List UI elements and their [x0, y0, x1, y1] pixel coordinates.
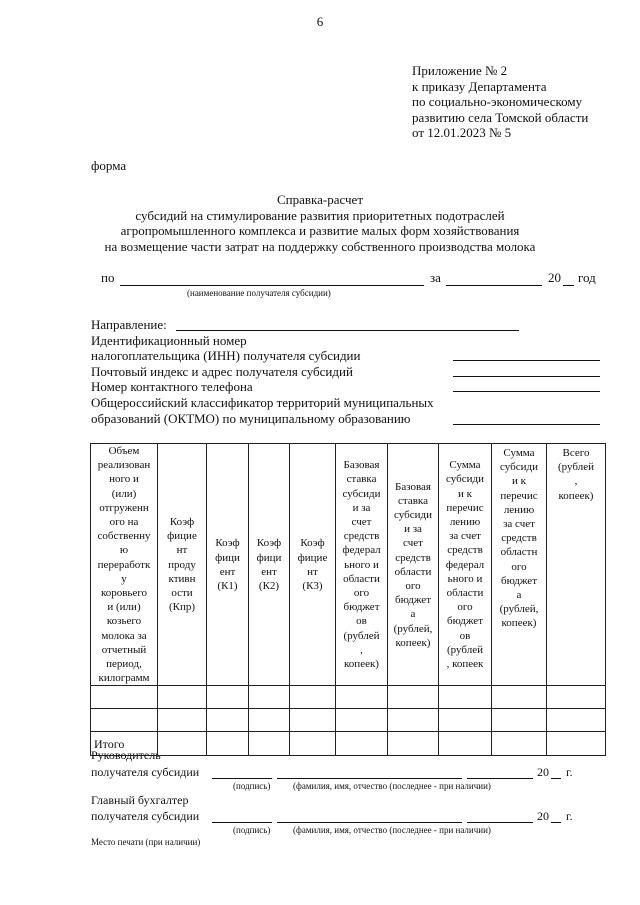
table-cell[interactable] — [207, 686, 249, 709]
table-cell[interactable] — [207, 732, 249, 756]
head-label-line1: Руководитель — [91, 748, 161, 762]
accountant-year-prefix: 20 — [537, 809, 549, 823]
table-row — [91, 709, 606, 732]
head-year-suffix: г. — [566, 765, 573, 779]
inn-label-line2: налогоплательщика (ИНН) получателя субсидии — [91, 348, 361, 363]
title-line: субсидий на стимулирование развития приоритетных подотраслей — [135, 207, 505, 223]
postal-label: Почтовый индекс и адрес получателя субсидий — [91, 364, 353, 379]
head-signature-caption: (подпись) — [233, 781, 271, 791]
approval-line: от 12.01.2023 № 5 — [412, 125, 512, 140]
col-header-total: Всего (рублей , копеек) — [547, 444, 606, 686]
head-signature-field[interactable] — [212, 778, 272, 779]
approval-line: развитию села Томской области — [412, 109, 589, 125]
col-header-sum-fed: Сумма субсиди и к перечис лению за счет средств федерал ьного и области ого бюджет ов (рублей , копеек — [439, 444, 492, 686]
accountant-label-line2: получателя субсидии — [91, 809, 200, 823]
table-cell[interactable] — [336, 709, 388, 732]
postal-field[interactable] — [453, 376, 600, 377]
table-cell[interactable] — [158, 732, 207, 756]
table-cell[interactable] — [91, 709, 158, 732]
form-label: форма — [91, 158, 127, 173]
phone-field[interactable] — [453, 391, 600, 392]
col-header-k3: Коэф фицие нт (К3) — [290, 444, 336, 686]
head-name-field[interactable] — [277, 778, 462, 779]
table-cell[interactable] — [547, 709, 606, 732]
table-cell[interactable] — [91, 686, 158, 709]
accountant-signature-caption: (подпись) — [233, 825, 271, 835]
total-label: Итого — [91, 732, 158, 756]
table-cell[interactable] — [388, 709, 439, 732]
year-suffix: год — [578, 270, 596, 285]
table-cell[interactable] — [249, 709, 290, 732]
table-cell[interactable] — [439, 732, 492, 756]
inn-label-line1: Идентификационный номер — [91, 333, 247, 348]
year-field[interactable] — [563, 285, 574, 286]
inn-field[interactable] — [453, 360, 600, 361]
table-cell[interactable] — [336, 732, 388, 756]
col-header-sum-regional: Сумма субсиди и к перечис лению за счет средств областн ого бюджет а (рублей, копеек) — [492, 444, 547, 686]
col-header-k1: Коэф фици ент (К1) — [207, 444, 249, 686]
accountant-date-field[interactable] — [467, 822, 533, 823]
title-line: агропромышленного комплекса и развитие малых форм хозяйствования — [120, 223, 520, 238]
table-cell[interactable] — [388, 686, 439, 709]
table-cell[interactable] — [290, 709, 336, 732]
accountant-signature-field[interactable] — [212, 822, 272, 823]
recipient-caption: (наименование получателя субсидии) — [187, 288, 331, 298]
table-cell[interactable] — [492, 709, 547, 732]
table-cell[interactable] — [336, 686, 388, 709]
approval-block — [412, 63, 588, 141]
table-header-row — [91, 444, 606, 686]
phone-label: Номер контактного телефона — [91, 379, 253, 394]
col-header-milk-volume: Объем реализован ного и (или) отгруженн ого на собственну ю переработк у коровьего и (или) козьего молока за отчетный период, килограмм — [91, 444, 158, 686]
table-cell[interactable] — [290, 686, 336, 709]
table-cell[interactable] — [547, 686, 606, 709]
accountant-name-caption: (фамилия, имя, отчество (последнее - при наличии) — [293, 825, 491, 835]
table-cell[interactable] — [249, 732, 290, 756]
table-cell[interactable] — [547, 732, 606, 756]
year-prefix: 20 — [548, 270, 561, 285]
recipient-name-field[interactable] — [120, 285, 424, 286]
head-year-field[interactable] — [551, 778, 561, 779]
period-label: за — [430, 270, 441, 285]
approval-line: Приложение № 2 — [412, 63, 508, 78]
period-field[interactable] — [446, 285, 542, 286]
table-cell[interactable] — [388, 732, 439, 756]
table-cell[interactable] — [158, 709, 207, 732]
document-title — [0, 192, 640, 254]
table-cell[interactable] — [439, 709, 492, 732]
page-number: 6 — [316, 14, 324, 29]
accountant-year-field[interactable] — [551, 822, 561, 823]
col-header-kpr: Коэф фицие нт проду ктивн ости (Кпр) — [158, 444, 207, 686]
table-row — [91, 686, 606, 709]
col-header-k2: Коэф фици ент (К2) — [249, 444, 290, 686]
head-label-line2: получателя субсидии — [91, 765, 200, 779]
table-cell[interactable] — [492, 686, 547, 709]
table-cell[interactable] — [207, 709, 249, 732]
accountant-name-field[interactable] — [277, 822, 462, 823]
table-cell[interactable] — [439, 686, 492, 709]
calculation-table — [90, 443, 606, 756]
title-line: Справка-расчет — [276, 192, 364, 207]
stamp-place-label: Место печати (при наличии) — [91, 837, 201, 847]
head-date-field[interactable] — [467, 778, 533, 779]
head-year-prefix: 20 — [537, 765, 549, 779]
table-cell[interactable] — [290, 732, 336, 756]
head-name-caption: (фамилия, имя, отчество (последнее - при наличии) — [293, 781, 491, 791]
oktmo-label-line2: образований (ОКТМО) по муниципальному образованию — [91, 411, 411, 426]
approval-line: к приказу Департамента — [412, 78, 547, 94]
accountant-label-line1: Главный бухгалтер — [91, 793, 189, 807]
approval-line: по социально-экономическому — [412, 94, 583, 109]
oktmo-field[interactable] — [453, 424, 600, 425]
accountant-year-suffix: г. — [566, 809, 573, 823]
oktmo-label-line1: Общероссийский классификатор территорий муниципальных — [91, 395, 434, 410]
direction-label: Направление: — [91, 317, 167, 332]
col-header-base-rate-fed: Базовая ставка субсиди и за счет средств федерал ьного и области ого бюджет ов (рублей , копеек) — [336, 444, 388, 686]
table-cell[interactable] — [249, 686, 290, 709]
table-cell[interactable] — [158, 686, 207, 709]
direction-field[interactable] — [176, 330, 519, 331]
title-line: на возмещение части затрат на поддержку собственного производства молока — [104, 238, 536, 254]
recipient-prefix: по — [101, 270, 115, 285]
table-cell[interactable] — [492, 732, 547, 756]
col-header-base-rate-regional: Базовая ставка субсиди и за счет средств области ого бюджет а (рублей, копеек) — [388, 444, 439, 686]
table-total-row — [91, 732, 606, 756]
